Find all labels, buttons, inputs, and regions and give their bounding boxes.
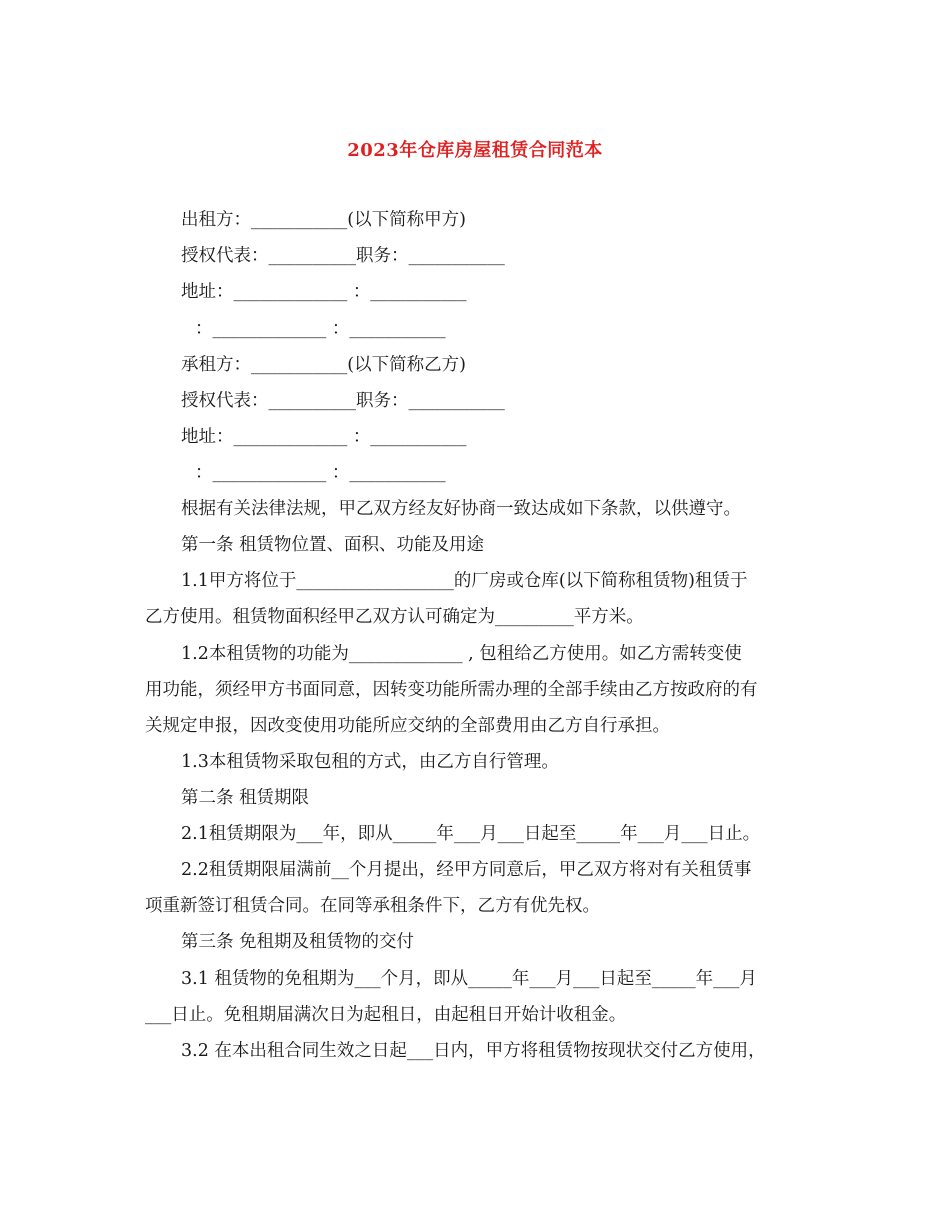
document-title: 2023年仓库房屋租赁合同范本: [347, 140, 603, 161]
clause-1-2-line-1: 1.2本租赁物的功能为_____________ , 包租给乙方使用。如乙方需转变使: [181, 644, 742, 664]
lessee-line: 承租方：___________(以下简称乙方): [181, 355, 466, 375]
lessor-representative-line: 授权代表：__________职务：___________: [181, 246, 505, 266]
clause-2-1: 2.1租赁期限为___年，即从_____年___月___日起至_____年___月___日止。: [181, 824, 761, 844]
clause-1-3: 1.3本租赁物采取包租的方式，由乙方自行管理。: [181, 752, 559, 772]
lessor-line: 出租方：___________(以下简称甲方): [181, 210, 466, 230]
clause-1-1-line-2: 乙方使用。租赁物面积经甲乙双方认可确定为_________平方米。: [145, 607, 644, 627]
preamble-paragraph: 根据有关法律法规，甲乙双方经友好协商一致达成如下条款，以供遵守。: [181, 499, 741, 519]
clause-1-2-line-3: 关规定申报，因改变使用功能所应交纳的全部费用由乙方自行承担。: [145, 716, 670, 736]
lessee-contact-line: ：_____________ ：___________: [195, 463, 446, 483]
clause-3-2-line-1: 3.2 在本出租合同生效之日起___日内，甲方将租赁物按现状交付乙方使用，: [181, 1041, 766, 1061]
clause-3-1-line-1: 3.1 租赁物的免租期为___个月，即从_____年___月___日起至_____年___月: [181, 969, 757, 989]
lessor-address-line: 地址：_____________ ：___________: [181, 282, 467, 302]
clause-1-1-line-1: 1.1甲方将位于__________________的厂房或仓库(以下简称租赁物)租赁于: [181, 571, 748, 591]
clause-2-2-line-1: 2.2租赁期限届满前__个月提出，经甲方同意后，甲乙双方将对有关租赁事: [181, 860, 752, 880]
clause-2-2-line-2: 项重新签订租赁合同。在同等承租条件下，乙方有优先权。: [145, 896, 600, 916]
article-3-heading: 第三条 免租期及租赁物的交付: [181, 932, 415, 952]
clause-1-2-line-2: 用功能，须经甲方书面同意，因转变功能所需办理的全部手续由乙方按政府的有: [145, 680, 758, 700]
clause-3-1-line-2: ___日止。免租期届满次日为起租日，由起租日开始计收租金。: [145, 1005, 627, 1025]
lessee-representative-line: 授权代表：__________职务：___________: [181, 391, 505, 411]
lessor-contact-line: ：_____________ ：___________: [195, 319, 446, 339]
article-2-heading: 第二条 租赁期限: [181, 788, 310, 808]
article-1-heading: 第一条 租赁物位置、面积、功能及用途: [181, 535, 485, 555]
lessee-address-line: 地址：_____________ ：___________: [181, 427, 467, 447]
